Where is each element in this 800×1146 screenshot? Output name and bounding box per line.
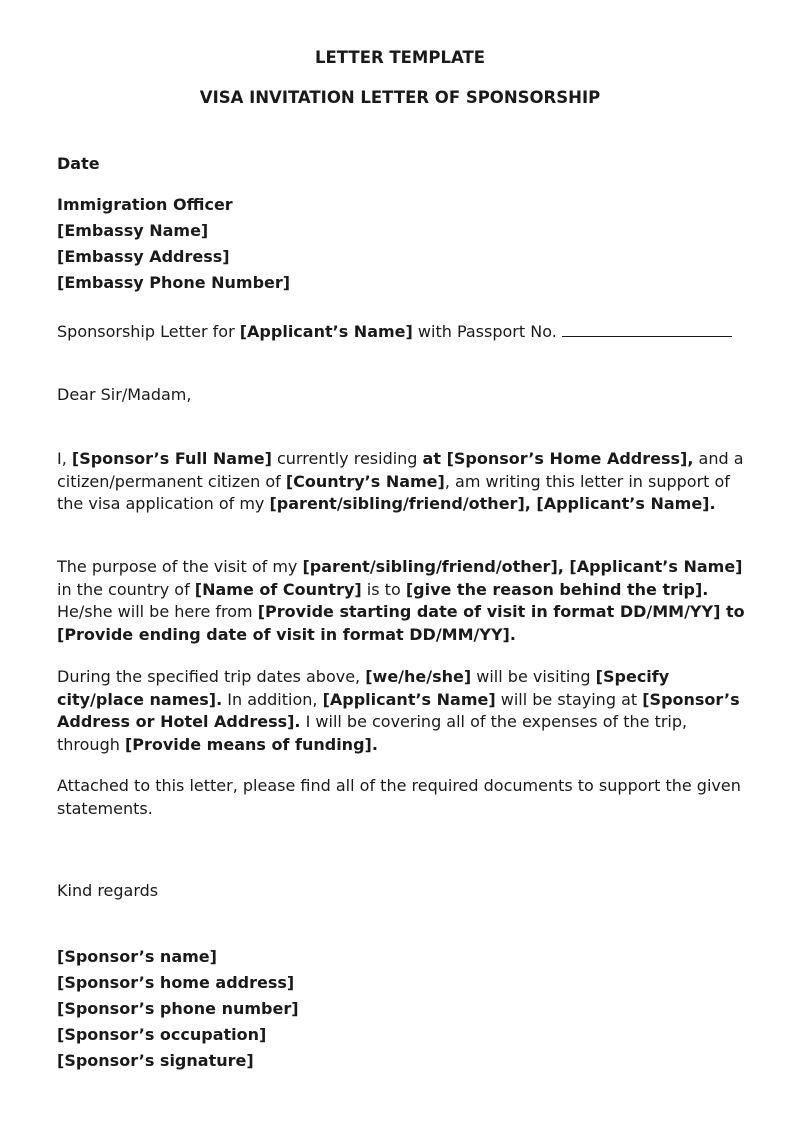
p1-relationship: [parent/sibling/friend/other], [Applicant’s Name]. xyxy=(269,494,716,513)
subject-suffix: with Passport No. xyxy=(412,322,562,341)
p3-text-5: I will be covering all of the expenses of the trip, through xyxy=(57,712,688,754)
letter-subtitle: VISA INVITATION LETTER OF SPONSORSHIP xyxy=(199,88,601,107)
subject-applicant-name: [Applicant’s Name] xyxy=(239,322,413,341)
recipient-officer: Immigration Officer xyxy=(57,195,233,214)
p1-text-2: currently residing xyxy=(271,449,423,468)
signature-phone: [Sponsor’s phone number] xyxy=(57,999,299,1018)
body-paragraph-3 xyxy=(57,666,752,756)
p1-text-4: , am writing this letter in support of the visa application of my xyxy=(57,471,730,513)
p3-funding: [Provide means of funding]. xyxy=(124,734,378,754)
p2-text-3: is to xyxy=(361,579,406,599)
p3-text-1: During the specified trip dates above, xyxy=(57,667,366,686)
signature-address: [Sponsor’s home address] xyxy=(57,973,295,992)
closing: Kind regards xyxy=(57,881,159,900)
p1-text-3: and a citizen/permanent citizen of xyxy=(57,449,744,491)
p1-sponsor-name: [Sponsor’s Full Name] xyxy=(71,449,272,468)
p1-sponsor-address: at [Sponsor’s Home Address], xyxy=(422,449,694,468)
p2-reason: [give the reason behind the trip]. xyxy=(405,579,709,599)
signature-occupation: [Sponsor’s occupation] xyxy=(57,1025,267,1044)
signature-name: [Sponsor’s name] xyxy=(57,947,217,966)
body-paragraph-1 xyxy=(57,448,752,516)
p2-country: [Name of Country] xyxy=(194,579,362,599)
recipient-embassy-phone: [Embassy Phone Number] xyxy=(57,273,291,292)
date-label: Date xyxy=(57,154,100,173)
p3-text-4: will be staying at xyxy=(495,689,643,709)
body-paragraph-4: Attached to this letter, please find all of the required documents to support the given statements. xyxy=(57,776,741,818)
p1-country-name: [Country’s Name] xyxy=(285,471,445,491)
recipient-embassy-address: [Embassy Address] xyxy=(57,247,230,266)
salutation: Dear Sir/Madam, xyxy=(57,385,192,404)
p2-text-4: He/she will be here from xyxy=(57,602,258,621)
signature-signature: [Sponsor’s signature] xyxy=(57,1051,254,1070)
p3-applicant: [Applicant’s Name] xyxy=(322,689,496,709)
p3-address: [Sponsor’s Address or Hotel Address]. xyxy=(57,689,740,731)
p3-text-3: In addition, xyxy=(222,689,323,709)
p1-text-1: I, xyxy=(57,449,72,468)
p3-places: [Specify city/place names]. xyxy=(57,667,670,709)
page-title: LETTER TEMPLATE xyxy=(315,48,485,67)
passport-number-blank xyxy=(562,322,732,337)
body-paragraph-2 xyxy=(57,556,752,646)
recipient-embassy-name: [Embassy Name] xyxy=(57,221,209,240)
p3-text-2: will be visiting xyxy=(471,667,596,686)
p2-dates: [Provide starting date of visit in format DD/MM/YY] to [Provide ending date of visit in format DD/MM/YY]. xyxy=(57,602,745,644)
p3-pronoun: [we/he/she] xyxy=(365,667,472,686)
p2-relationship: [parent/sibling/friend/other], [Applicant’s Name] xyxy=(302,557,743,576)
p2-text-1: The purpose of the visit of my xyxy=(57,557,303,576)
subject-line xyxy=(57,319,732,345)
p2-text-2: in the country of xyxy=(57,579,195,599)
subject-prefix: Sponsorship Letter for xyxy=(57,322,240,341)
